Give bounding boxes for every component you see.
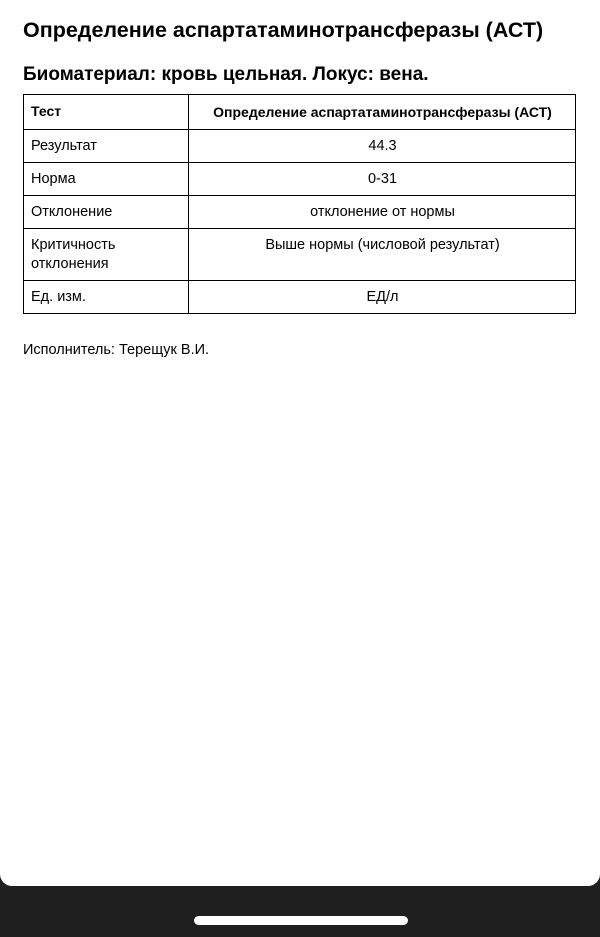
table-header-row — [24, 95, 576, 130]
table-row-units — [24, 281, 576, 314]
results-table — [23, 94, 576, 314]
criticality-value-cell: Выше нормы (числовой результат) — [189, 229, 576, 281]
biomaterial-subtitle: Биоматериал: кровь цельная. Локус: вена. — [23, 64, 429, 85]
criticality-label-cell: Критичность отклонения — [24, 229, 189, 281]
units-value-cell: ЕД/л — [189, 281, 576, 314]
table-row-norm — [24, 163, 576, 196]
deviation-value-cell: отклонение от нормы — [189, 196, 576, 229]
table-row-deviation — [24, 196, 576, 229]
document-title: Определение аспартатаминотрансферазы (АСТ) — [23, 18, 544, 42]
table-row-result — [24, 130, 576, 163]
norm-label-cell: Норма — [24, 163, 189, 196]
deviation-label-cell: Отклонение — [24, 196, 189, 229]
header-label-cell: Тест — [24, 95, 189, 130]
header-value-cell: Определение аспартатаминотрансферазы (АСТ) — [189, 95, 576, 130]
home-indicator-bar[interactable] — [194, 916, 408, 925]
result-label-cell: Результат — [24, 130, 189, 163]
executor-line: Исполнитель: Терещук В.И. — [23, 342, 210, 358]
table-row-criticality — [24, 229, 576, 281]
units-label-cell: Ед. изм. — [24, 281, 189, 314]
norm-value-cell: 0-31 — [189, 163, 576, 196]
result-value-cell: 44.3 — [189, 130, 576, 163]
